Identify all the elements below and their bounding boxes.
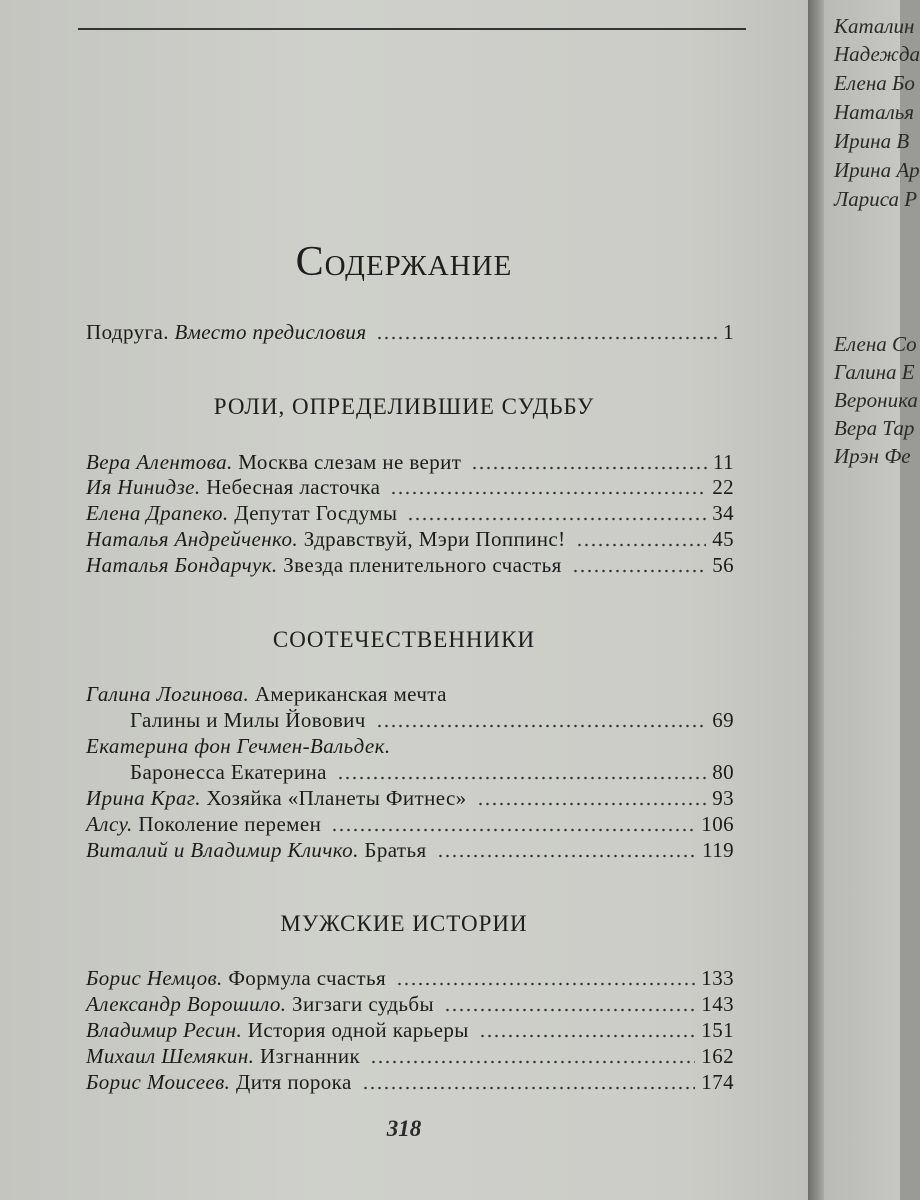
toc-entry [86,550,734,580]
entry-page: 80 [712,760,734,784]
entry-page: 56 [712,553,734,577]
entry-title: Хозяйка «Планеты Фитнес» [206,786,467,810]
entry-title: Вместо предисловия [174,320,367,344]
adjacent-name: Наталья [834,100,915,124]
toc-entry [86,835,734,865]
entry-title: Формула счастья [228,966,387,990]
dot-leader [572,568,707,574]
dot-leader [331,827,695,833]
adjacent-name: Надежда [834,42,920,66]
entry-title-continuation: Галины и Милы Йовович [130,708,366,732]
entry-page: 69 [712,708,734,732]
dot-leader [444,1007,695,1013]
adjacent-name: Ирина В [834,129,910,153]
adjacent-name: Вероника [834,388,918,412]
entry-page: 11 [712,450,734,474]
dot-leader [471,465,707,471]
entry-author: Михаил Шемякин. [86,1044,255,1068]
entry-author: Ия Нинидзе. [86,475,201,499]
entry-page: 34 [712,501,734,525]
dot-leader [362,1085,696,1091]
dot-leader [479,1033,696,1039]
adjacent-name: Ирэн Фе [834,444,911,468]
entry-page: 106 [701,812,734,836]
entry-author: Вера Алентова. [86,450,233,474]
entry-title: Звезда пленительного счастья [283,553,562,577]
book-gutter [808,0,824,1200]
adjacent-page [824,0,920,1200]
entry-page: 119 [702,838,734,862]
entry-page: 1 [723,320,734,344]
entry-author: Борис Моисеев. [86,1070,231,1094]
adjacent-name: Каталин [834,14,915,38]
entry-page: 151 [701,1018,734,1042]
adjacent-name: Вера Тар [834,416,915,440]
entry-author: Галина Логинова. [86,682,250,706]
entry-title: Небесная ласточка [206,475,381,499]
entry-page: 22 [712,475,734,499]
entry-title: Москва слезам не верит [238,450,462,474]
entry-author: Подруга. [86,320,169,344]
dot-leader [376,335,717,341]
dot-leader [477,801,707,807]
adjacent-name: Галина Е [834,360,915,384]
dot-leader [370,1059,695,1065]
dot-leader [337,775,706,781]
entry-page: 174 [701,1070,734,1094]
entry-author: Наталья Андрейченко. [86,527,299,551]
entry-author: Александр Ворошило. [86,992,287,1016]
section-heading-roles: РОЛИ, ОПРЕДЕЛИВШИЕ СУДЬБУ [213,394,595,419]
page-number: 318 [386,1116,422,1141]
contents-title: Содержание [295,239,513,285]
adjacent-name: Лариса Р [834,187,918,211]
adjacent-name: Елена Со [834,332,917,356]
entry-title: Дитя порока [235,1070,352,1094]
entry-author: Наталья Бондарчук. [86,553,278,577]
entry-page: 133 [701,966,734,990]
dot-leader [396,981,695,987]
section-heading-compatriots: СООТЕЧЕСТВЕННИКИ [272,627,536,652]
entry-author: Алсу. [86,812,133,836]
toc-entry [86,1067,734,1097]
entry-title: Депутат Госдумы [234,501,398,525]
toc-entry-intro [86,317,734,347]
entry-title: Братья [364,838,427,862]
dot-leader [376,723,706,729]
entry-author: Ирина Краг. [86,786,201,810]
dot-leader [437,853,697,859]
entry-title: Здравствуй, Мэри Поппинс! [303,527,566,551]
entry-author: Владимир Ресин. [86,1018,243,1042]
entry-title: Поколение перемен [138,812,322,836]
top-rule [78,28,746,30]
entry-author: Екатерина фон Гечмен-Вальдек. [86,734,391,758]
entry-author: Елена Драпеко. [86,501,229,525]
dot-leader [390,490,706,496]
entry-page: 45 [712,527,734,551]
entry-page: 162 [701,1044,734,1068]
entry-title: Зигзаги судьбы [292,992,434,1016]
section-heading-mens-stories: МУЖСКИЕ ИСТОРИИ [280,911,528,936]
entry-title-continuation: Баронесса Екатерина [130,760,327,784]
entry-page: 143 [701,992,734,1016]
adjacent-name: Ирина Ар [834,158,920,182]
entry-title: Изгнанник [259,1044,361,1068]
entry-author: Борис Немцов. [86,966,223,990]
adjacent-name: Елена Бо [834,71,915,95]
dot-leader [407,516,706,522]
entry-page: 93 [712,786,734,810]
dot-leader [576,542,707,548]
entry-title: Американская мечта [254,682,447,706]
entry-author: Виталий и Владимир Кличко. [86,838,359,862]
entry-title: История одной карьеры [247,1018,469,1042]
